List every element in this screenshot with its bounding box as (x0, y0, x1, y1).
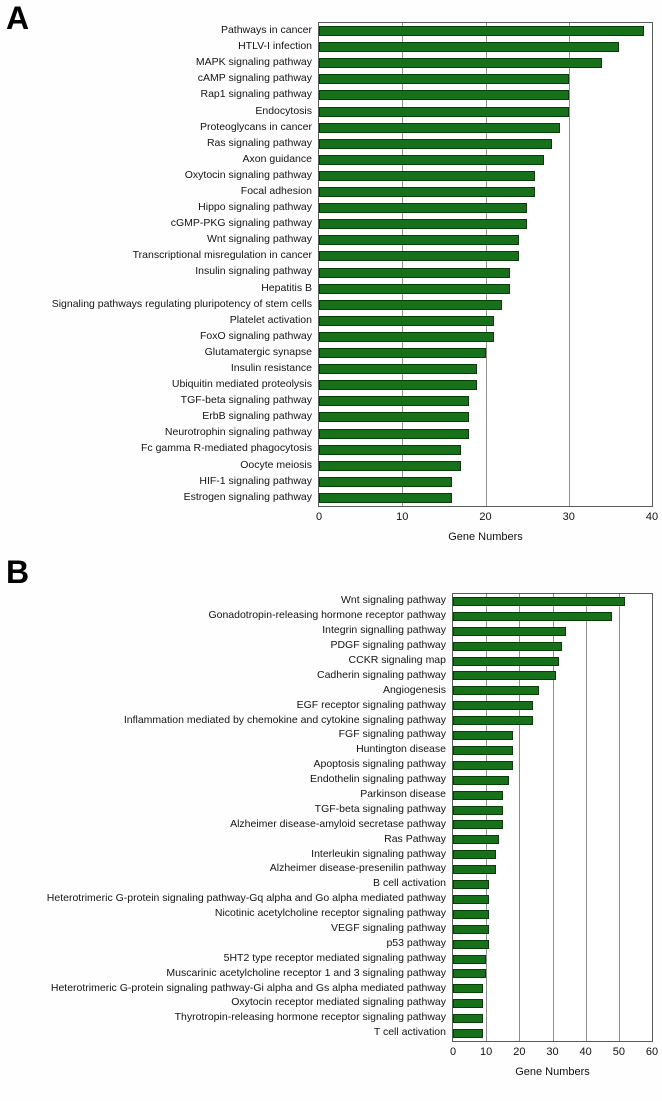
panel-a-letter: A (6, 0, 30, 36)
category-label: 5HT2 type receptor mediated signaling pathway (223, 951, 446, 964)
x-axis-tick-label: 20 (513, 1046, 526, 1058)
bar (319, 477, 452, 487)
category-label: Heterotrimeric G-protein signaling pathway-Gq alpha and Go alpha mediated pathway (46, 892, 446, 905)
category-label: Pathways in cancer (220, 24, 312, 37)
x-axis-tick-label: 10 (480, 1046, 493, 1058)
bar (319, 300, 502, 310)
category-label: FGF signaling pathway (338, 728, 446, 741)
bar (453, 984, 483, 993)
panel-a-bar-chart (0, 22, 653, 507)
category-label: Integrin signalling pathway (322, 624, 446, 637)
bar (453, 627, 566, 636)
bar (319, 155, 544, 165)
x-axis-tick-label: 10 (396, 511, 409, 523)
plot-area (318, 22, 653, 507)
bar (319, 203, 527, 213)
category-label: Hippo signaling pathway (198, 201, 312, 214)
category-label: Angiogenesis (382, 683, 446, 696)
bar (453, 716, 533, 725)
bar (453, 657, 559, 666)
bar (453, 910, 489, 919)
x-axis-tick-label: 30 (562, 511, 575, 523)
panel-b-bar-chart (0, 593, 653, 1042)
bar (319, 412, 469, 422)
x-axis-tick-label: 20 (479, 511, 492, 523)
x-axis-title: Gene Numbers (515, 1066, 590, 1078)
category-label: Thyrotropin-releasing hormone receptor signaling pathway (174, 1011, 446, 1024)
bar (453, 597, 625, 606)
bar (319, 332, 494, 342)
bar (319, 139, 552, 149)
bar (453, 865, 496, 874)
category-label: Transcriptional misregulation in cancer (132, 249, 312, 262)
bar (319, 268, 510, 278)
category-label: Wnt signaling pathway (206, 233, 312, 246)
category-label: Parkinson disease (360, 788, 446, 801)
category-label: FoxO signaling pathway (199, 329, 312, 342)
category-label: HTLV-I infection (238, 40, 312, 53)
bar (319, 235, 519, 245)
category-label: Estrogen signaling pathway (183, 490, 312, 503)
category-label: Ras Pathway (384, 832, 446, 845)
bar (319, 58, 602, 68)
bar (319, 429, 469, 439)
panel-b-letter: B (6, 554, 30, 590)
category-label: Alzheimer disease-amyloid secretase pathway (230, 817, 446, 830)
category-label: B cell activation (373, 877, 446, 890)
bar (453, 850, 496, 859)
bar (319, 74, 569, 84)
category-label: Oxytocin receptor mediated signaling pathway (231, 996, 446, 1009)
category-label: Endocytosis (255, 104, 312, 117)
bar (319, 396, 469, 406)
bar (319, 364, 477, 374)
category-label-column (0, 22, 318, 507)
category-label: TGF-beta signaling pathway (180, 394, 312, 407)
bar (453, 776, 509, 785)
category-label: TGF-beta signaling pathway (314, 802, 446, 815)
bar (319, 284, 510, 294)
category-label: Focal adhesion (240, 184, 312, 197)
bar (453, 701, 533, 710)
category-label: Apoptosis signaling pathway (313, 758, 446, 771)
category-label-column (0, 593, 452, 1042)
category-label: Hepatitis B (261, 281, 312, 294)
category-label: Huntington disease (356, 743, 446, 756)
x-axis-tick-label: 0 (315, 511, 323, 523)
category-label: CCKR signaling map (348, 654, 446, 666)
category-label: Endothelin signaling pathway (309, 773, 446, 786)
bar (319, 42, 619, 52)
category-label: Oocyte meiosis (240, 458, 312, 471)
bar (453, 1029, 483, 1038)
category-label: Glutamatergic synapse (204, 345, 312, 358)
bar (319, 219, 527, 229)
bar (453, 671, 556, 680)
x-axis-tick-label: 40 (579, 1046, 592, 1058)
x-axis-tick-label: 0 (449, 1046, 457, 1058)
bar (453, 791, 503, 800)
bar (453, 925, 489, 934)
category-label: Alzheimer disease-presenilin pathway (269, 862, 446, 875)
category-label: Nicotinic acetylcholine receptor signaling pathway (214, 907, 446, 920)
category-label: Cadherin signaling pathway (317, 668, 446, 681)
bar (319, 493, 452, 503)
bar (319, 316, 494, 326)
bar (319, 90, 569, 100)
category-label: Ras signaling pathway (206, 136, 312, 149)
category-label: PDGF signaling pathway (330, 639, 446, 652)
bar (453, 686, 539, 695)
category-label: Fc gamma R-mediated phagocytosis (141, 442, 312, 455)
bar (319, 348, 486, 358)
category-label: EGF receptor signaling pathway (296, 698, 446, 711)
bar (319, 461, 461, 471)
category-label: Inflammation mediated by chemokine and cytokine signaling pathway (123, 713, 446, 726)
bar (453, 940, 489, 949)
category-label: HIF-1 signaling pathway (199, 474, 312, 487)
gridline (586, 594, 587, 1041)
bar (319, 380, 477, 390)
category-label: MAPK signaling pathway (195, 56, 312, 69)
x-axis-tick-label: 60 (645, 1046, 659, 1058)
bar (453, 642, 562, 651)
category-label: Proteoglycans in cancer (199, 120, 312, 133)
category-label: Muscarinic acetylcholine receptor 1 and 3 signaling pathway (166, 966, 446, 979)
bar (453, 746, 513, 755)
category-label: Neurotrophin signaling pathway (164, 426, 312, 439)
x-axis-tick-label: 50 (612, 1046, 625, 1058)
category-label: T cell activation (373, 1026, 446, 1039)
bar (453, 895, 489, 904)
x-axis-title: Gene Numbers (448, 531, 523, 543)
x-axis-tick-label: 40 (645, 511, 659, 523)
bar (453, 880, 489, 889)
bar (453, 731, 513, 740)
category-label: Interleukin signaling pathway (311, 847, 446, 860)
bar (453, 761, 513, 770)
category-label: ErbB signaling pathway (202, 410, 312, 423)
category-label: VEGF signaling pathway (331, 922, 446, 935)
bar (453, 835, 499, 844)
category-label: Oxytocin signaling pathway (184, 168, 312, 181)
bar (453, 1014, 483, 1023)
category-label: Insulin signaling pathway (195, 265, 312, 278)
bar (453, 820, 503, 829)
category-label: Platelet activation (229, 313, 312, 326)
plot-area (452, 593, 653, 1042)
category-label: Gonadotropin-releasing hormone receptor pathway (208, 609, 446, 622)
category-label: p53 pathway (386, 936, 446, 949)
category-label: Heterotrimeric G-protein signaling pathway-Gi alpha and Gs alpha mediated pathway (50, 981, 446, 994)
category-label: Axon guidance (242, 152, 312, 165)
gridline (619, 594, 620, 1041)
bar (453, 612, 612, 621)
x-axis-tick-label: 30 (546, 1046, 559, 1058)
category-label: Ubiquitin mediated proteolysis (171, 378, 312, 391)
bar (319, 445, 461, 455)
bar (319, 187, 535, 197)
bar (319, 171, 535, 181)
category-label: Rap1 signaling pathway (200, 88, 312, 101)
category-label: cAMP signaling pathway (197, 72, 312, 85)
category-label: Insulin resistance (230, 362, 312, 375)
bar (319, 251, 519, 261)
category-label: cGMP-PKG signaling pathway (170, 217, 312, 230)
bar (453, 955, 486, 964)
bar (453, 969, 486, 978)
category-label: Wnt signaling pathway (340, 594, 446, 607)
bar (319, 107, 569, 117)
bar (453, 806, 503, 815)
bar (453, 999, 483, 1008)
category-label: Signaling pathways regulating pluripotency of stem cells (51, 297, 312, 310)
bar (319, 26, 644, 36)
bar (319, 123, 560, 133)
